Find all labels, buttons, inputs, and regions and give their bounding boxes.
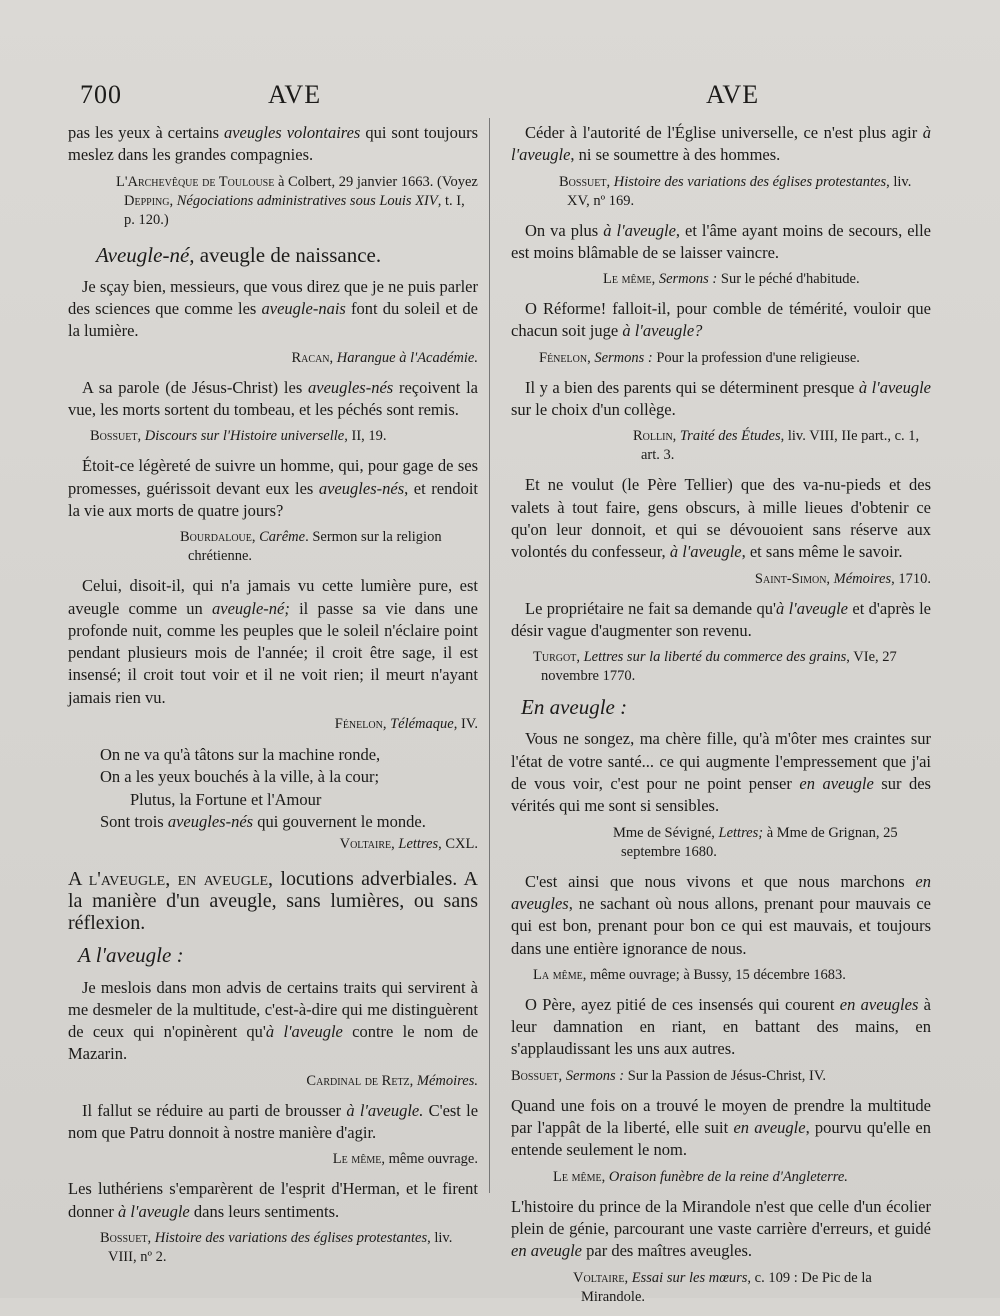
subheading: En aveugle : — [521, 695, 628, 720]
quote-paragraph: Je sçay bien, messieurs, que vous direz que je ne puis parler des sciences que comme les aveugle-nais font du soleil et de la lumière. — [68, 276, 478, 341]
citation: La même, même ouvrage; à Bussy, 15 décembre 1683. — [533, 966, 846, 983]
quote-paragraph: Il y a bien des parents qui se déterminent presque à l'aveugle sur le choix d'un collège. — [511, 377, 931, 420]
citation: Voltaire, Essai sur les mœurs, c. 109 : De Pic de la Mirandole. — [573, 1269, 872, 1305]
citation: Le même, Oraison funèbre de la reine d'Angleterre. — [553, 1168, 848, 1185]
citation: L'Archevêque de Toulouse à Colbert, 29 janvier 1663. (Voyez Depping, Négociations administratives sous Louis XIV, t. I, p. 120.) — [116, 173, 478, 228]
quote-paragraph: Céder à l'autorité de l'Église universelle, ce n'est plus agir à l'aveugle, ni se soumettre à des hommes. — [511, 123, 931, 165]
citation: Le même, même ouvrage. — [332, 1151, 478, 1168]
quote-paragraph: Quand une fois on a trouvé le moyen de prendre la multitude par l'appât de la liberté, elle suit en aveugle, pourvu qu'elle en entende seulement le nom. — [511, 1095, 932, 1160]
quote-paragraph: O Réforme! falloit-il, pour comble de témérité, vouloir que chacun soit juge à l'aveugle? — [511, 299, 931, 341]
quote-paragraph: Vous ne songez, ma chère fille, qu'à m'ôter mes craintes sur l'état de votre santé... ce qui augmente l'empressement que j'ai de vous voir, c'est pour ne point penser en aveugle sur des vérités qui me sont si sensibles. — [511, 729, 931, 816]
quote-paragraph: Et ne voulut (le Père Tellier) que des va-nu-pieds et des valets à tout faire, gens obscurs, à mille lieues d'obtenir ce qu'on leur donnoit, et qui se dévouoient sans réserve aux volontés du confesseur, à l'aveugle, et sans même le savoir. — [511, 475, 931, 562]
page-number: 700 — [80, 80, 122, 109]
citation: Rollin, Traité des Études, liv. VIII, IIe part., c. 1, art. 3. — [633, 428, 920, 464]
citation: Bossuet, Discours sur l'Histoire universelle, II, 19. — [90, 428, 387, 445]
verse-line: On ne va qu'à tâtons sur la machine ronde, — [100, 745, 381, 765]
verse-line: Plutus, la Fortune et l'Amour — [130, 789, 322, 809]
quote-paragraph: O Père, ayez pitié de ces insensés qui courent en aveugles à leur damnation en riant, en battant des mains, en s'applaudissant les uns aux autres. — [511, 994, 931, 1059]
citation: Voltaire, Lettres, CXL. — [339, 836, 478, 853]
left-column — [68, 122, 478, 1276]
citation: Bossuet, Histoire des variations des églises protestantes, liv. XV, nº 169. — [559, 173, 912, 209]
section-heading: A l'aveugle, en aveugle, locutions adverbiales. A la manière d'un aveugle, sans lumières, ou sans réflexion. — [68, 868, 478, 935]
citation: Turgot, Lettres sur la liberté du commerce des grains, VIe, 27 novembre 1770. — [533, 649, 897, 685]
citation: Fénelon, Télémaque, IV. — [334, 716, 478, 733]
running-head-right: AVE — [706, 80, 760, 109]
quote-paragraph: Les luthériens s'emparèrent de l'esprit d'Herman, et le firent donner à l'aveugle dans leurs sentiments. — [68, 1179, 478, 1221]
citation: Cardinal de Retz, Mémoires. — [306, 1072, 478, 1089]
right-column — [511, 122, 931, 1316]
citation: Bourdaloue, Carême. Sermon sur la religion chrétienne. — [180, 529, 442, 565]
citation: Saint-Simon, Mémoires, 1710. — [754, 570, 931, 587]
citation: Racan, Harangue à l'Académie. — [291, 349, 478, 366]
subheading: A l'aveugle : — [78, 943, 184, 968]
quote-paragraph: Il fallut se réduire au parti de brousser à l'aveugle. C'est le nom que Patru donnoit à nostre manière d'agir. — [68, 1100, 479, 1143]
citation: Le même, Sermons : Sur le péché d'habitude. — [603, 271, 860, 288]
verse-line: On a les yeux bouchés à la ville, à la cour; — [100, 767, 380, 787]
citation: Fénelon, Sermons : Pour la profession d'une religieuse. — [539, 349, 860, 366]
quote-paragraph: Étoit-ce légèreté de suivre un homme, qui, pour gage de ses promesses, guérissoit devant eux les aveugles-nés, et rendoit la vie aux morts de quatre jours? — [68, 456, 478, 520]
quote-paragraph: Celui, disoit-il, qui n'a jamais vu cette lumière pure, est aveugle comme un aveugle-né; il passe sa vie dans une profonde nuit, comme les peuples que le soleil n'éclaire point pendant plusieurs mois de l'année; il croit être sage, il est insensé; il croit tout voir et il ne voit rien; il meurt n'ayant jamais rien vu. — [68, 576, 478, 707]
column-divider — [489, 118, 490, 1193]
verse-line: Sont trois aveugles-nés qui gouvernent le monde. — [100, 811, 426, 831]
quote-paragraph: L'histoire du prince de la Mirandole n'est que celle d'un écolier plein de génie, parcourant une vaste carrière d'erreurs, et guidé en aveugle par des maîtres aveugles. — [511, 1196, 931, 1261]
quote-paragraph: A sa parole (de Jésus-Christ) les aveugles-nés reçoivent la vue, les morts sortent du tombeau, et les péchés sont remis. — [68, 377, 478, 420]
citation: Mme de Sévigné, Lettres; à Mme de Grignan, 25 septembre 1680. — [613, 824, 898, 860]
verse-block — [100, 744, 478, 833]
citation: Bossuet, Histoire des variations des églises protestantes, liv. VIII, nº 2. — [100, 1229, 453, 1265]
quote-paragraph: pas les yeux à certains aveugles volontaires qui sont toujours meslez dans les grandes compagnies. — [68, 123, 478, 165]
quote-paragraph: C'est ainsi que nous vivons et que nous marchons en aveugles, ne sachant où nous allons, prenant pour mauvais ce qui est bon, prenant pour bon ce qui est mauvais, et toujours dans une entière ignorance de nous. — [511, 871, 931, 958]
citation: Bossuet, Sermons : Sur la Passion de Jésus-Christ, IV. — [511, 1067, 827, 1084]
running-head-left: AVE — [268, 80, 322, 109]
quote-paragraph: Le propriétaire ne fait sa demande qu'à l'aveugle et d'après le désir vague d'augmenter son revenu. — [511, 598, 931, 640]
subheading: Aveugle-né, aveugle de naissance. — [96, 242, 382, 267]
quote-paragraph: Je meslois dans mon advis de certains traits qui servirent à me desmeler de la multitude, c'est-à-dire qui me distinguèrent de ceux qui n'opinèrent qu'à l'aveugle contre le nom de Mazarin. — [68, 977, 479, 1064]
quote-paragraph: On va plus à l'aveugle, et l'âme ayant moins de secours, elle est moins blâmable de se laisser vaincre. — [511, 220, 932, 262]
